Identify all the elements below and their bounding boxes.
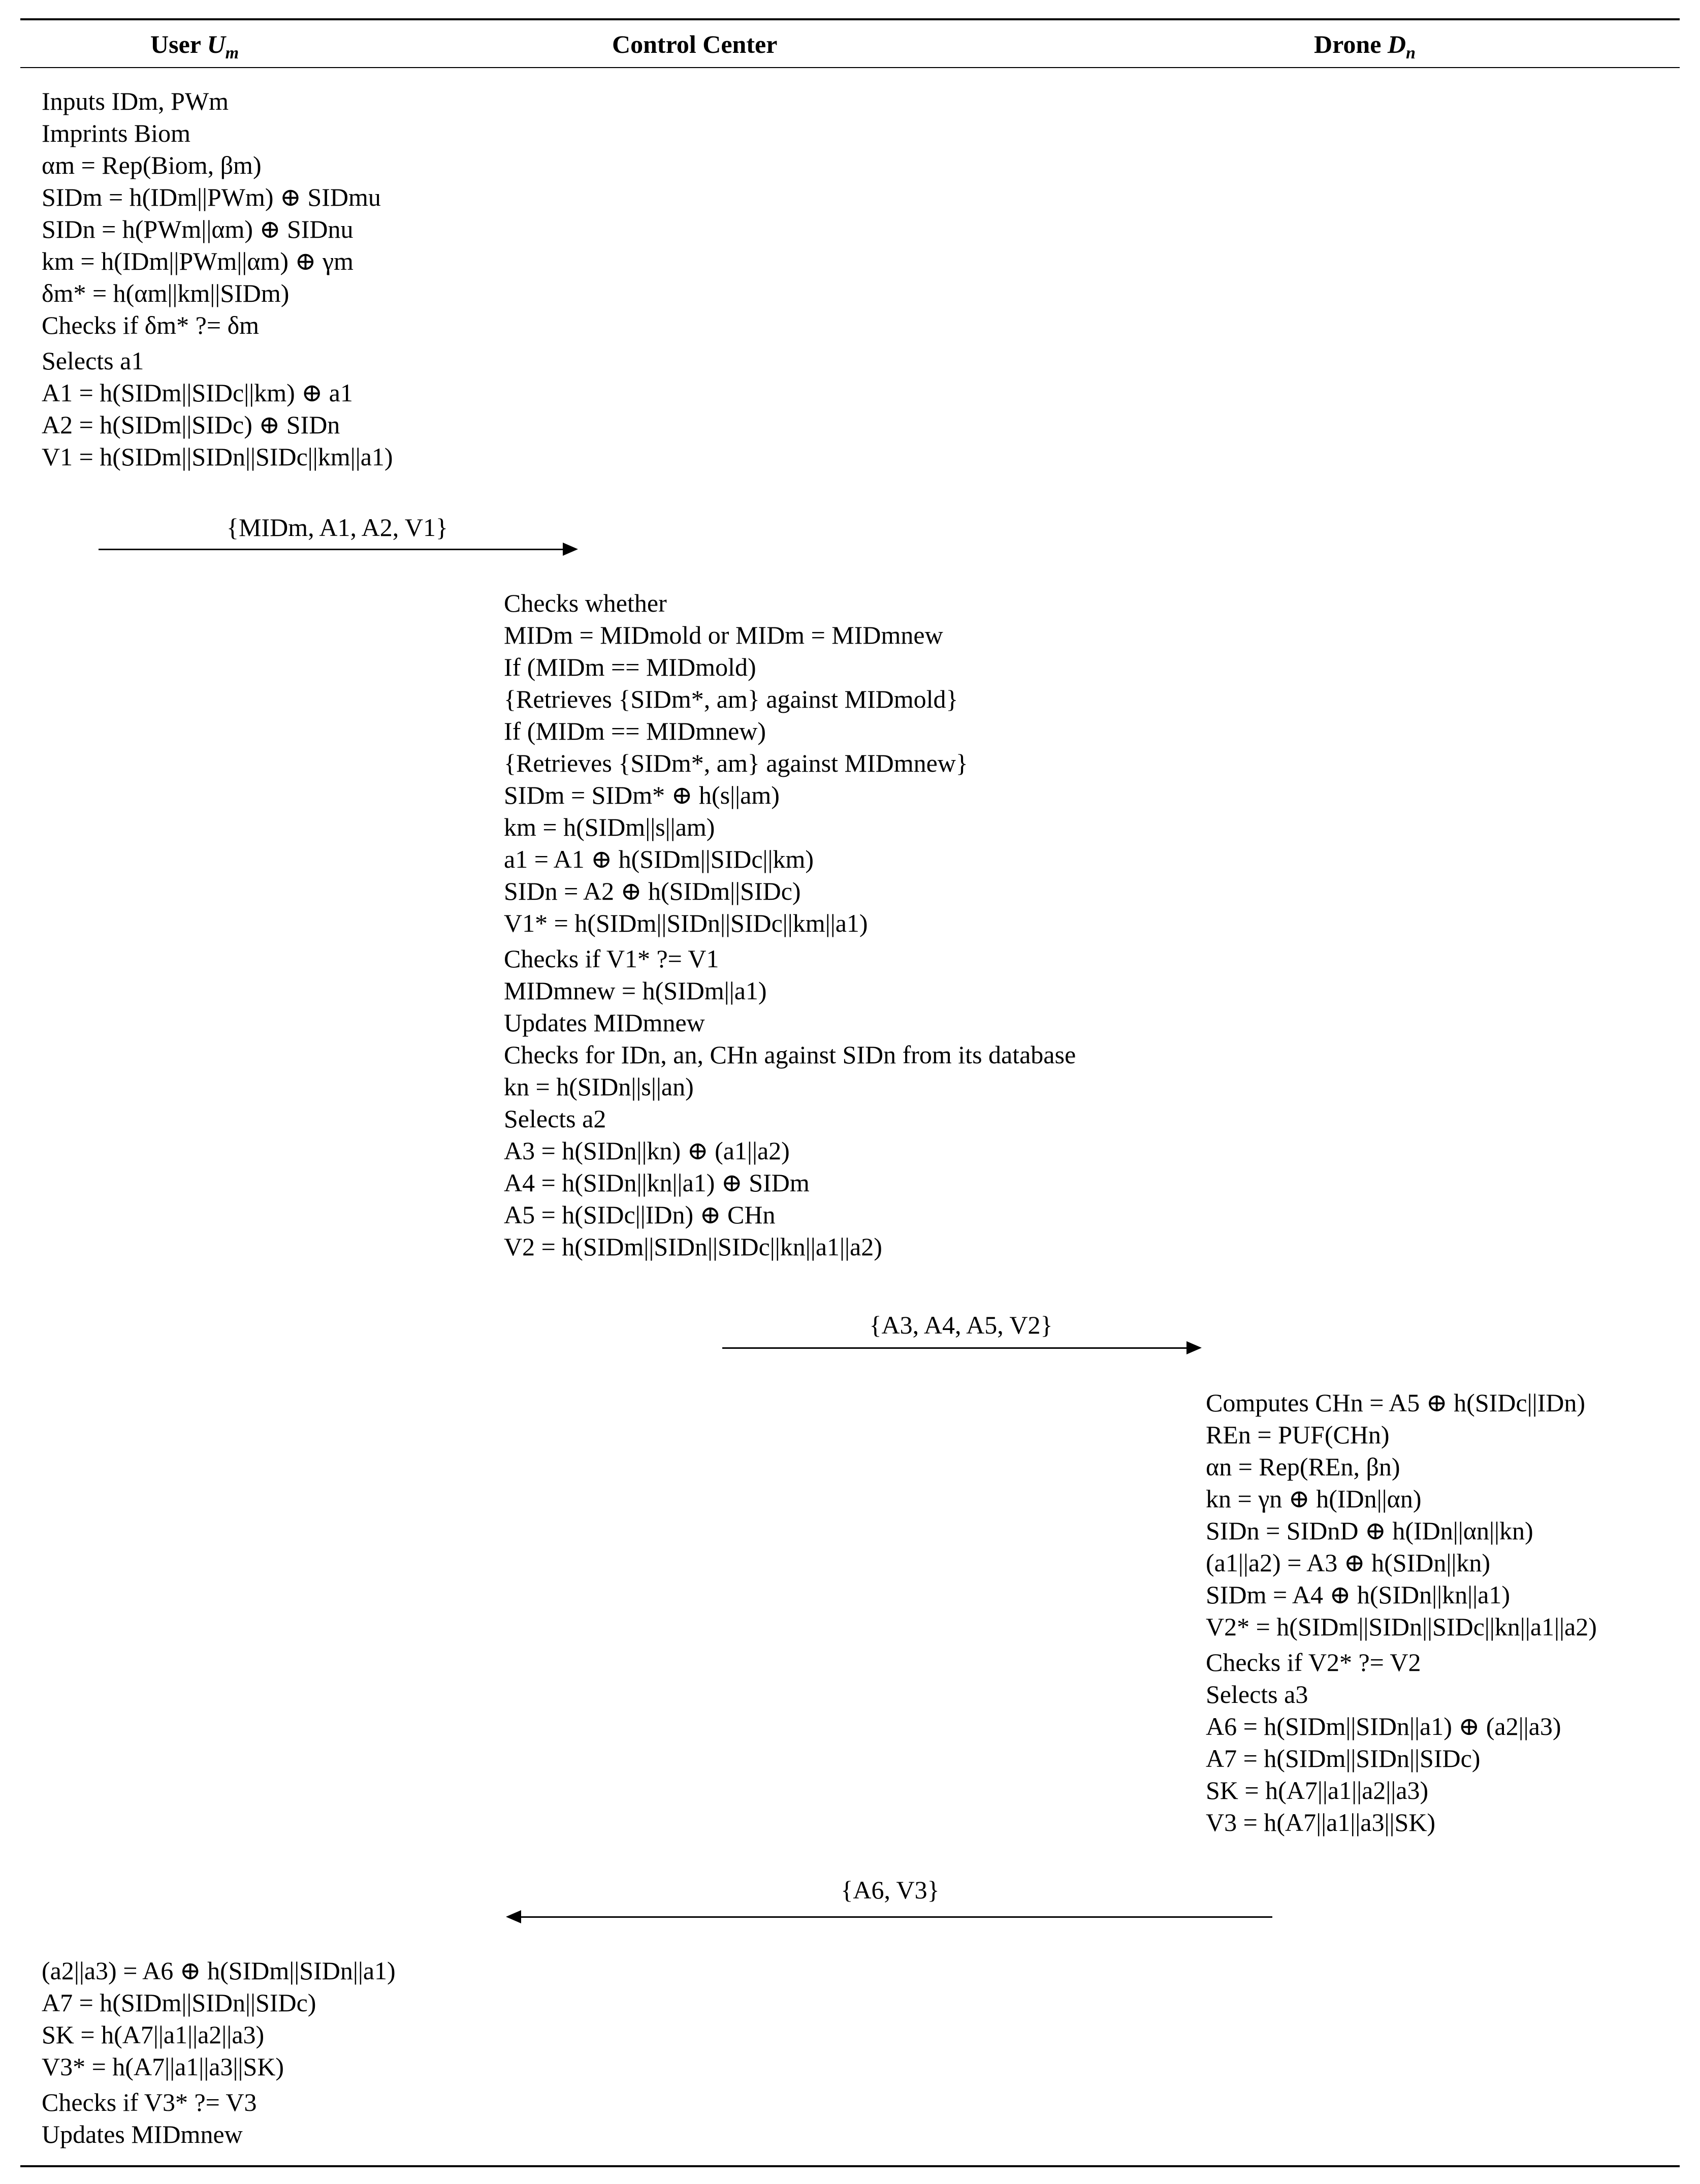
- center-step: Checks if V1* ?= V1: [504, 944, 719, 973]
- center-step: A3 = h(SIDn||kn) ⊕ (a1||a2): [504, 1136, 790, 1165]
- center-step: {Retrieves {SIDm*, am} against MIDmnew}: [504, 749, 968, 777]
- drone-step: V2* = h(SIDm||SIDn||SIDc||kn||a1||a2): [1206, 1612, 1597, 1641]
- user-step: V3* = h(A7||a1||a3||SK): [42, 2052, 284, 2081]
- user-steps-1: [42, 85, 393, 473]
- drone-step: SK = h(A7||a1||a2||a3): [1206, 1776, 1429, 1805]
- bottom-rule: [20, 2165, 1680, 2167]
- drone-step: REn = PUF(CHn): [1206, 1420, 1390, 1449]
- header-control-center: Control Center: [612, 30, 778, 58]
- message-drone-to-user: {A6, V3}: [841, 1876, 940, 1904]
- message-user-to-center: {MIDm, A1, A2, V1}: [226, 513, 448, 542]
- center-step: A5 = h(SIDc||IDn) ⊕ CHn: [504, 1200, 776, 1229]
- user-step: Updates MIDmnew: [42, 2120, 243, 2148]
- user-step: km = h(IDm||PWm||αm) ⊕ γm: [42, 247, 354, 275]
- center-step: Checks whether: [504, 589, 667, 617]
- center-step: If (MIDm == MIDmnew): [504, 717, 766, 745]
- center-step: MIDmnew = h(SIDm||a1): [504, 976, 767, 1005]
- drone-step: αn = Rep(REn, βn): [1206, 1452, 1400, 1481]
- user-step: A2 = h(SIDm||SIDc) ⊕ SIDn: [42, 410, 340, 439]
- drone-step: A7 = h(SIDm||SIDn||SIDc): [1206, 1744, 1481, 1772]
- user-step: Imprints Biom: [42, 119, 191, 147]
- drone-step: SIDm = A4 ⊕ h(SIDn||kn||a1): [1206, 1580, 1510, 1609]
- center-step: km = h(SIDm||s||am): [504, 813, 715, 841]
- arrow-drone-to-user: [508, 1916, 1272, 1918]
- top-rule: [20, 18, 1680, 20]
- user-step: Checks if δm* ?= δm: [42, 311, 260, 339]
- drone-step: V3 = h(A7||a1||a3||SK): [1206, 1808, 1436, 1837]
- center-step: MIDm = MIDmold or MIDm = MIDmnew: [504, 621, 943, 649]
- user-step: SIDn = h(PWm||αm) ⊕ SIDnu: [42, 215, 354, 243]
- user-step: δm* = h(αm||km||SIDm): [42, 279, 290, 307]
- user-step: SIDm = h(IDm||PWm) ⊕ SIDmu: [42, 183, 381, 211]
- center-step: kn = h(SIDn||s||an): [504, 1072, 694, 1101]
- control-center-steps: [504, 587, 1076, 1263]
- drone-steps: [1206, 1387, 1597, 1839]
- arrow-center-to-drone: [722, 1347, 1200, 1349]
- center-step: V1* = h(SIDm||SIDn||SIDc||km||a1): [504, 909, 868, 937]
- center-step: Checks for IDn, an, CHn against SIDn from its database: [504, 1040, 1076, 1069]
- header-drone: [1314, 26, 1416, 71]
- drone-step: Selects a3: [1206, 1680, 1308, 1708]
- center-step: SIDm = SIDm* ⊕ h(s||am): [504, 781, 780, 809]
- drone-step: Checks if V2* ?= V2: [1206, 1648, 1421, 1676]
- drone-step: (a1||a2) = A3 ⊕ h(SIDn||kn): [1206, 1548, 1491, 1577]
- user-step: Checks if V3* ?= V3: [42, 2088, 257, 2116]
- center-step: SIDn = A2 ⊕ h(SIDm||SIDc): [504, 877, 801, 905]
- user-step: Inputs IDm, PWm: [42, 87, 229, 115]
- center-step: If (MIDm == MIDmold): [504, 653, 756, 681]
- center-step: {Retrieves {SIDm*, am} against MIDmold}: [504, 685, 958, 713]
- user-step: A1 = h(SIDm||SIDc||km) ⊕ a1: [42, 378, 353, 407]
- user-steps-2: [42, 1955, 396, 2150]
- user-step: A7 = h(SIDm||SIDn||SIDc): [42, 1988, 316, 2017]
- header-user-label: User $U_m$: [150, 30, 239, 62]
- user-step: SK = h(A7||a1||a2||a3): [42, 2020, 265, 2049]
- drone-step: A6 = h(SIDm||SIDn||a1) ⊕ (a2||a3): [1206, 1712, 1561, 1740]
- message-center-to-drone: {A3, A4, A5, V2}: [869, 1311, 1053, 1339]
- drone-step: kn = γn ⊕ h(IDn||αn): [1206, 1484, 1422, 1513]
- center-step: V2 = h(SIDm||SIDn||SIDc||kn||a1||a2): [504, 1232, 882, 1261]
- center-step: A4 = h(SIDn||kn||a1) ⊕ SIDm: [504, 1168, 810, 1197]
- drone-step: Computes CHn = A5 ⊕ h(SIDc||IDn): [1206, 1388, 1586, 1417]
- arrow-user-to-center: [99, 549, 576, 550]
- center-step: Selects a2: [504, 1104, 606, 1133]
- user-step: Selects a1: [42, 346, 144, 375]
- drone-step: SIDn = SIDnD ⊕ h(IDn||αn||kn): [1206, 1516, 1533, 1545]
- user-step: V1 = h(SIDm||SIDn||SIDc||km||a1): [42, 442, 393, 471]
- center-step: a1 = A1 ⊕ h(SIDm||SIDc||km): [504, 845, 814, 873]
- header-user: [150, 26, 239, 71]
- header-drone-label: Drone $D_n$: [1314, 30, 1416, 62]
- user-step: (a2||a3) = A6 ⊕ h(SIDm||SIDn||a1): [42, 1956, 396, 1985]
- user-step: αm = Rep(Biom, βm): [42, 151, 262, 179]
- center-step: Updates MIDmnew: [504, 1008, 705, 1037]
- header-rule: [20, 67, 1680, 68]
